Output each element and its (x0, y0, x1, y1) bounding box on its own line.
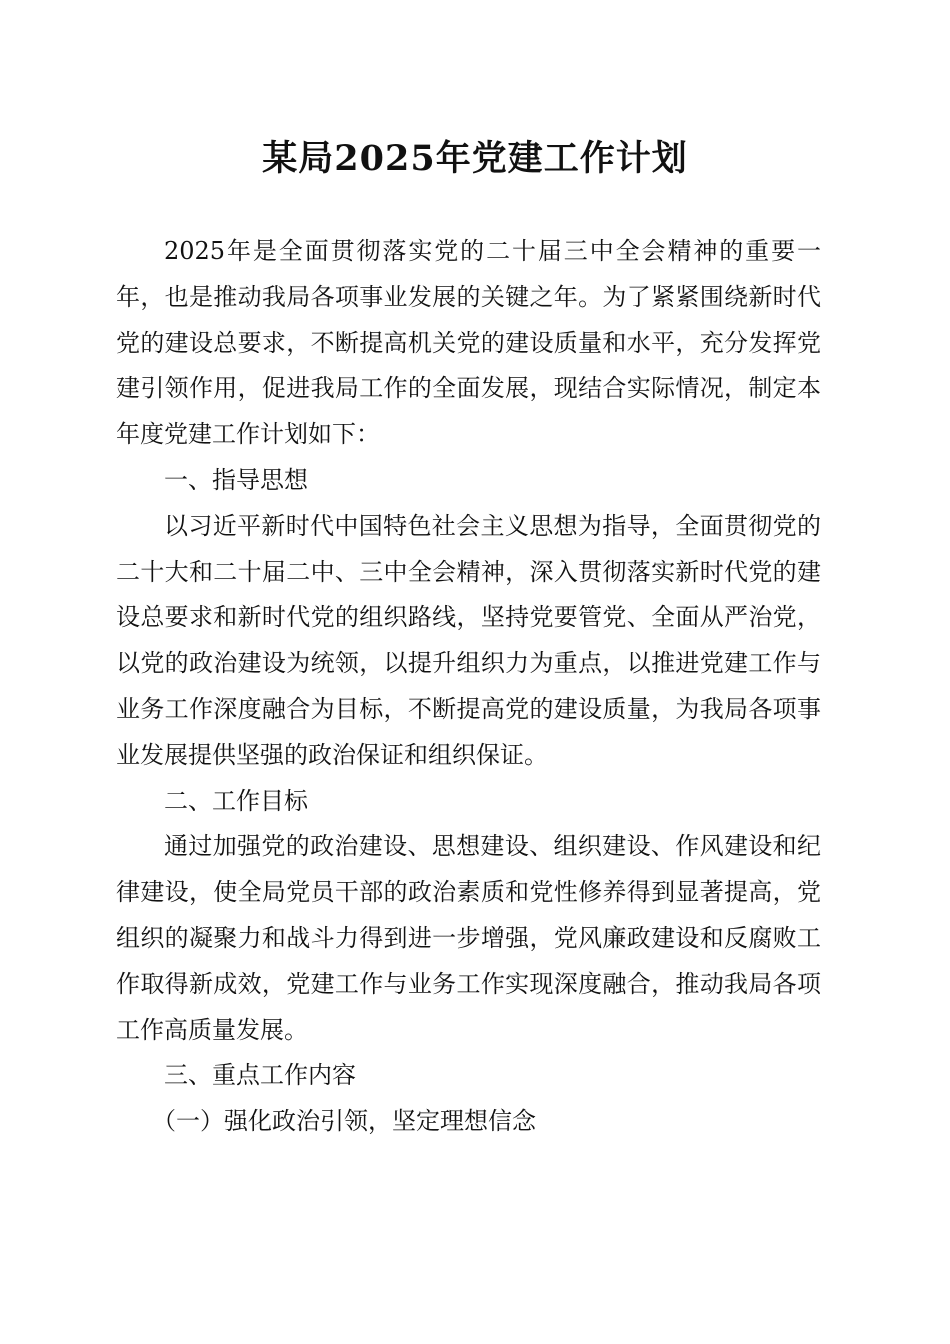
section-heading-key-work: 三、重点工作内容 (164, 1061, 356, 1090)
intro-paragraph: 2025年是全面贯彻落实党的二十届三中全会精神的重要一年，也是推动我局各项事业发展的关键之年。为了紧紧围绕新时代党的建设总要求，不断提高机关党的建设质量和水平，充分发挥党建引领作用，促进我局工作的全面发展，现结合实际情况，制定本年度党建工作计划如下： (116, 237, 821, 449)
section-heading-guiding-ideology: 一、指导思想 (164, 465, 308, 494)
guiding-ideology-paragraph: 以习近平新时代中国特色社会主义思想为指导，全面贯彻党的二十大和二十届二中、三中全会精神，深入贯彻落实新时代党的建设总要求和新时代党的组织路线，坚持党要管党、全面从严治党，以党的政治建设为统领，以提升组织力为重点，以推进党建工作与业务工作深度融合为目标，不断提高党的建设质量，为我局各项事业发展提供坚强的政治保证和组织保证。 (116, 511, 821, 769)
section-heading-work-goals: 二、工作目标 (164, 786, 308, 815)
subsection-heading-political-leadership: （一）强化政治引领，坚定理想信念 (152, 1107, 536, 1136)
document-body (116, 229, 821, 1145)
work-goals-paragraph: 通过加强党的政治建设、思想建设、组织建设、作风建设和纪律建设，使全局党员干部的政治素质和党性修养得到显著提高，党组织的凝聚力和战斗力得到进一步增强，党风廉政建设和反腐败工作取得新成效，党建工作与业务工作实现深度融合，推动我局各项工作高质量发展。 (116, 832, 821, 1044)
document-title: 某局2025年党建工作计划 (262, 138, 688, 179)
